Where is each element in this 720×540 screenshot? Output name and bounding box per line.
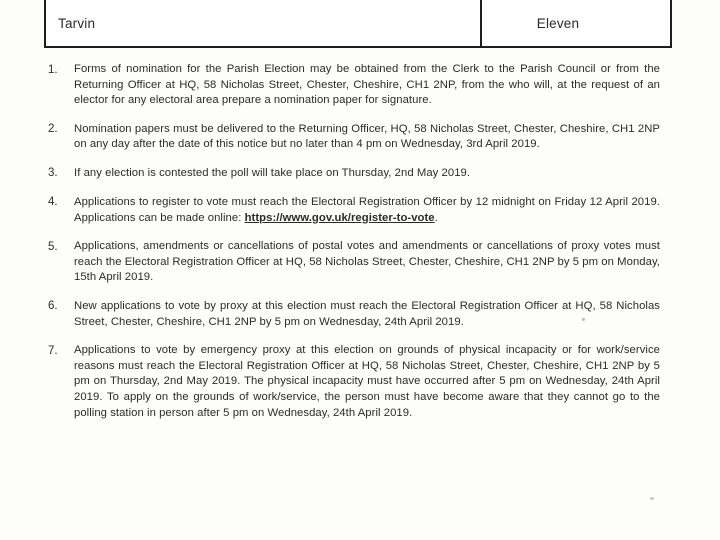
table-cell-parish (46, 0, 482, 46)
list-item-text: Applications to vote by emergency proxy at this election on grounds of physical incapacity or for work/service reasons must reach the Electoral Registration Officer at HQ, 58 Nicholas Street, Chester, Cheshire, CH1 2NP by 5 pm on Thursday, 2nd May 2019. The physical incapacity must have occurred after 5 pm on Wednesday, 24th April 2019. To apply on the grounds of work/service, the person must have become aware that they cannot go to the polling station in person after 5 pm on Wednesday, 24th April 2019. (74, 344, 660, 419)
list-item (48, 166, 660, 182)
scan-artifact (650, 497, 654, 500)
seats-count: Eleven (536, 15, 580, 31)
numbered-notice-list (48, 62, 660, 434)
registration-text-before-link: Applications to register to vote must reach the Electoral Registration Officer by 12 midnight on Friday 12 April 2019. Applications can be made online: (74, 195, 660, 224)
table-cell-seats (482, 0, 670, 46)
list-item (48, 239, 660, 286)
list-item (48, 299, 660, 330)
header-table (44, 0, 672, 48)
parish-name: Tarvin (58, 15, 96, 31)
list-item-text: New applications to vote by proxy at this election must reach the Electoral Registration Officer at HQ, 58 Nicholas Street, Chester, Cheshire, CH1 2NP by 5 pm on Wednesday, 24th April 2019. (74, 299, 660, 328)
list-item (48, 122, 660, 153)
list-item-number: 3. (48, 167, 58, 180)
list-item (48, 62, 660, 109)
list-item-text: Nomination papers must be delivered to the Returning Officer, HQ, 58 Nicholas Street, Chester, Cheshire, CH1 2NP on any day after the date of this notice but no later than 4 pm on Wednesday, 3rd April 2019. (74, 122, 660, 151)
list-item-number: 7. (48, 344, 58, 357)
list-item-number: 6. (48, 300, 58, 313)
list-item-text: Applications, amendments or cancellations of postal votes and amendments or cancellations of proxy votes must reach the Electoral Registration Officer at HQ, 58 Nicholas Street, Chester, Cheshire, CH1 2NP by 5 pm on Monday, 15th April 2019. (74, 240, 660, 284)
list-item-text: Forms of nomination for the Parish Election may be obtained from the Clerk to the Parish Council or from the Returning Officer at HQ, 58 Nicholas Street, Chester, Cheshire, CH1 2NP, from the who will, at the request of an elector for any electoral area prepare a nomination paper for signature. (74, 63, 660, 107)
register-to-vote-link[interactable]: https://www.gov.uk/register-to-vote (244, 211, 435, 224)
scan-artifact (582, 318, 585, 321)
registration-text-after-link: . (434, 211, 438, 224)
list-item-text: If any election is contested the poll will take place on Thursday, 2nd May 2019. (74, 166, 471, 179)
list-item (48, 343, 660, 421)
list-item-number: 2. (48, 123, 58, 136)
list-item-number: 5. (48, 240, 58, 253)
list-item-number: 4. (48, 196, 58, 209)
list-item-number: 1. (48, 63, 58, 76)
list-item (48, 195, 660, 226)
list-item-text (74, 195, 660, 226)
